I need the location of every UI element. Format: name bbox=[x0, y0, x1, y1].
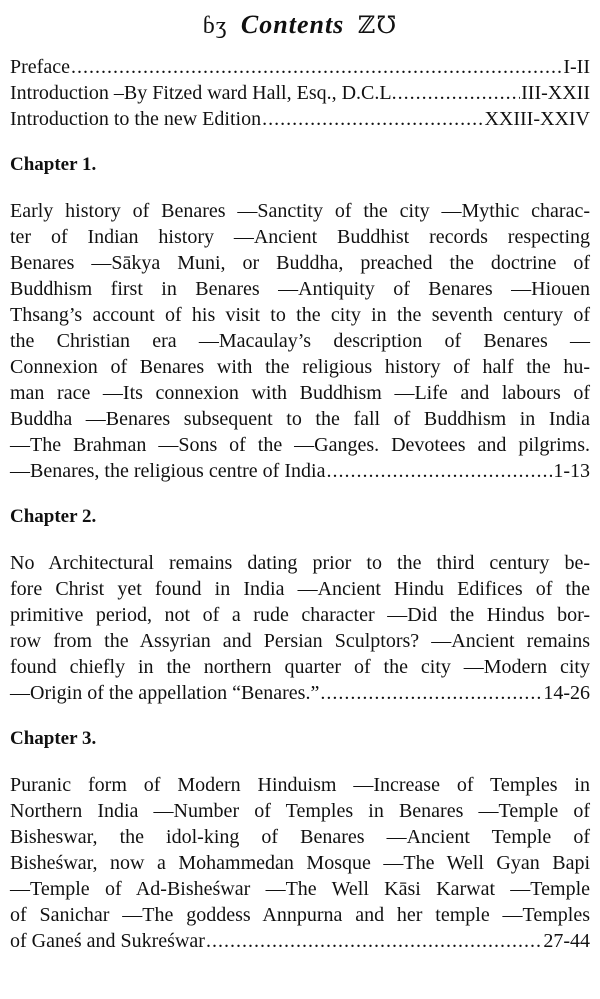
summary-line: Buddhism first in Benares —Antiquity of Benares —Hiouen bbox=[10, 278, 590, 300]
summary-line: primitive period, not of a rude character —Did the Hindus bor- bbox=[10, 604, 590, 626]
toc-entry-preface bbox=[10, 54, 590, 80]
front-matter bbox=[10, 54, 590, 132]
summary-line: man race —Its connexion with Buddhism —Life and labours of bbox=[10, 382, 590, 404]
summary-line: Puranic form of Modern Hinduism —Increase of Temples in bbox=[10, 774, 590, 796]
title-text: Contents bbox=[240, 10, 345, 39]
leader-dots bbox=[206, 928, 542, 954]
summary-line: —The Brahman —Sons of the —Ganges. Devotees and pilgrims. bbox=[10, 434, 590, 456]
toc-entry-pages: I-II bbox=[563, 56, 590, 78]
chapter-2-heading: Chapter 2. bbox=[10, 506, 97, 527]
leader-dots bbox=[398, 80, 521, 106]
summary-line: Bisheśwar, now a Mohammedan Mosque —The Well Gyan Bapi bbox=[10, 852, 590, 874]
chapter-1-heading: Chapter 1. bbox=[10, 154, 97, 175]
leader-dots bbox=[262, 106, 483, 132]
summary-line: Thsang’s account of his visit to the city in the seventh century of bbox=[10, 304, 590, 326]
left-ornament-icon: ɓʒ bbox=[202, 13, 228, 39]
leader-dots bbox=[71, 54, 562, 80]
chapter-pages: 14-26 bbox=[543, 682, 590, 704]
chapter-3-summary bbox=[10, 772, 590, 954]
summary-line: —Benares, the religious centre of India bbox=[10, 460, 326, 482]
summary-line: found chiefly in the northern quarter of the city —Modern city bbox=[10, 656, 590, 678]
chapter-pages: 1-13 bbox=[553, 460, 590, 482]
summary-line: —Origin of the appellation “Benares.” bbox=[10, 682, 320, 704]
summary-line: —Temple of Ad-Bisheśwar —The Well Kāsi Karwat —Temple bbox=[10, 878, 590, 900]
summary-last-line bbox=[10, 928, 590, 954]
toc-entry-new-edition-introduction bbox=[10, 106, 590, 132]
summary-line: Early history of Benares —Sanctity of the city —Mythic charac- bbox=[10, 200, 590, 222]
summary-line: ter of Indian history —Ancient Buddhist records respecting bbox=[10, 226, 590, 248]
toc-entry-label: Introduction to the new Edition bbox=[10, 108, 262, 130]
toc-entry-label: Introduction –By Fitzed ward Hall, Esq., D.C.L. bbox=[10, 82, 397, 104]
chapter-3-heading: Chapter 3. bbox=[10, 728, 97, 749]
summary-line: fore Christ yet found in India —Ancient Hindu Edifices of the bbox=[10, 578, 590, 600]
summary-line: the Christian era —Macaulay’s description of Benares — bbox=[10, 330, 590, 352]
summary-line: Connexion of Benares with the religious history of half the hu- bbox=[10, 356, 590, 378]
summary-line: of Sanichar —The goddess Annpurna and her temple —Temples bbox=[10, 904, 590, 926]
summary-line: Benares —Sākya Muni, or Buddha, preached the doctrine of bbox=[10, 252, 590, 274]
summary-line: Northern India —Number of Temples in Benares —Temple of bbox=[10, 800, 590, 822]
summary-line: of Ganeś and Sukreśwar bbox=[10, 930, 205, 952]
toc-entry-pages: XXIII-XXIV bbox=[484, 108, 590, 130]
summary-last-line bbox=[10, 458, 590, 484]
chapter-2-summary bbox=[10, 550, 590, 706]
page-title bbox=[10, 0, 590, 50]
summary-line: No Architectural remains dating prior to the third century be- bbox=[10, 552, 590, 574]
toc-entry-introduction bbox=[10, 80, 590, 106]
leader-dots bbox=[320, 680, 542, 706]
right-ornament-icon: ℤ℧ bbox=[357, 13, 398, 39]
chapter-pages: 27-44 bbox=[543, 930, 590, 952]
summary-line: Buddha —Benares subsequent to the fall of Buddhism in India bbox=[10, 408, 590, 430]
chapter-1-summary bbox=[10, 198, 590, 484]
summary-line: row from the Assyrian and Persian Sculptors? —Ancient remains bbox=[10, 630, 590, 652]
leader-dots bbox=[326, 458, 552, 484]
toc-entry-label: Preface bbox=[10, 56, 70, 78]
summary-last-line bbox=[10, 680, 590, 706]
summary-line: Bisheswar, the idol-king of Benares —Ancient Temple of bbox=[10, 826, 590, 848]
toc-entry-pages: III-XXII bbox=[521, 82, 590, 104]
